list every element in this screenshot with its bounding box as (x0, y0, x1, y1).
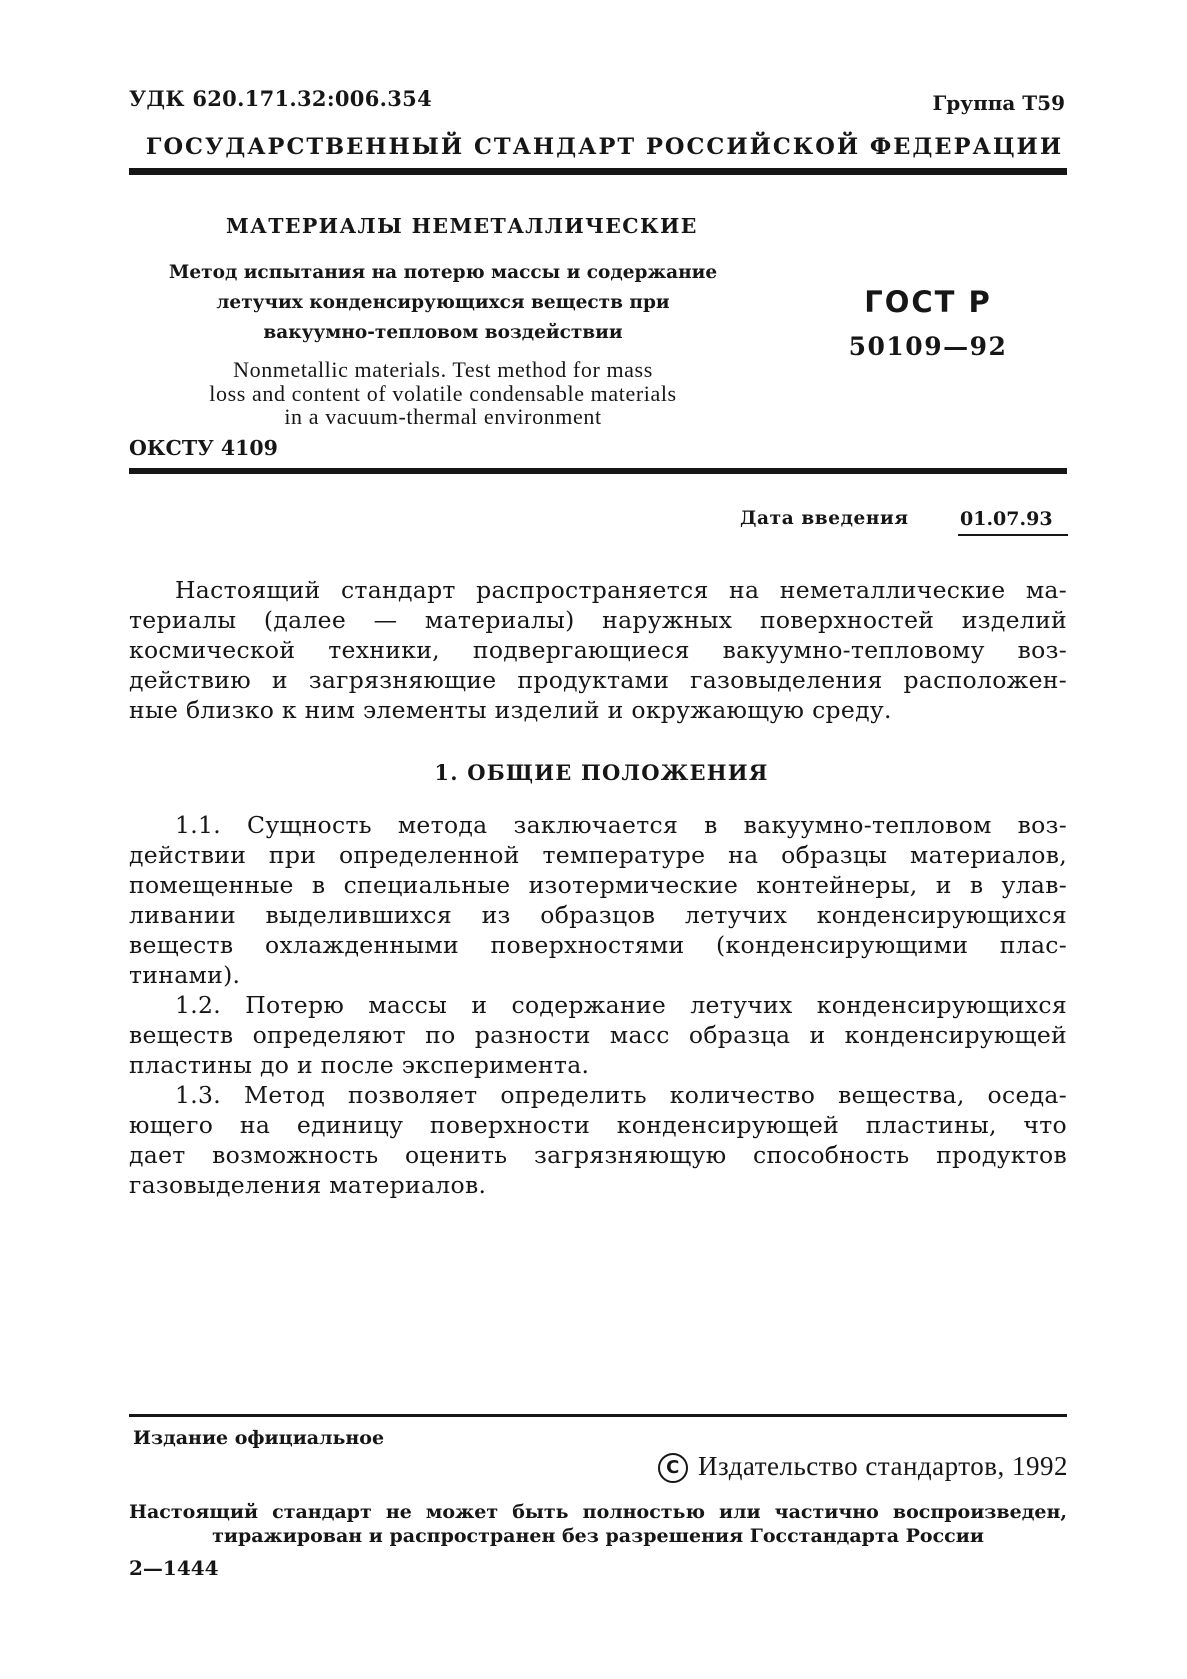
udk-code: УДК 620.171.32:006.354 (129, 86, 432, 111)
paragraph-line: действию и загрязняющие продуктами газовыделения расположен- (129, 666, 1067, 694)
clause-line: дает возможность оценить загрязняющую способность продуктов (129, 1141, 1067, 1169)
clause-line: 1.1. Сущность метода заключается в вакуумно-тепловом воз- (175, 811, 1067, 839)
footer-rule (129, 1414, 1067, 1417)
subtitle-ru (145, 258, 741, 348)
clause-line: 1.2. Потерю массы и содержание летучих конденсирующихся (175, 991, 1067, 1019)
clause-line: веществ определяют по разности масс образца и конденсирующей (129, 1021, 1067, 1049)
subtitle-ru-line: Метод испытания на потерю массы и содержание (168, 262, 718, 283)
clause-line: помещенные в специальные изотермические контейнеры, и в улав- (129, 871, 1067, 899)
clause-line: веществ охлажденными поверхностями (конденсирующими плас- (129, 931, 1067, 959)
subtitle-en-line: loss and content of volatile condensable materials (209, 380, 677, 406)
subtitle-ru-line: летучих конденсирующихся веществ при (216, 292, 670, 313)
document-title: МАТЕРИАЛЫ НЕМЕТАЛЛИЧЕСКИЕ (226, 214, 698, 238)
section-body (129, 810, 1067, 1200)
title-rule (129, 468, 1067, 474)
intro-date-value: 01.07.93 (960, 508, 1053, 530)
clause-line: тинами). (129, 961, 241, 989)
clause-line: пластины до и после эксперимента. (129, 1051, 590, 1079)
clause-line: газовыделения материалов. (129, 1171, 487, 1199)
intro-date-underline (958, 534, 1068, 536)
header-rule (129, 168, 1067, 175)
clause-line: ливании выделившихся из образцов летучих конденсирующихся (129, 901, 1067, 929)
order-number: 2—1444 (129, 1556, 219, 1580)
gost-number: 50109—92 (848, 332, 1008, 361)
paragraph-line: космической техники, подвергающиеся вакуумно-тепловому воз- (129, 636, 1067, 664)
subtitle-en-line: Nonmetallic materials. Test method for mass (233, 357, 653, 382)
clause-line: ющего на единицу поверхности конденсирующей пластины, что (129, 1111, 1067, 1139)
gost-label: ГОСТ Р (864, 285, 992, 319)
paragraph-line: Настоящий стандарт распространяется на неметаллические ма- (175, 576, 1067, 604)
official-edition: Издание официальное (133, 1427, 385, 1449)
clause-line: 1.3. Метод позволяет определить количество вещества, оседа- (175, 1081, 1067, 1109)
subtitle-ru-line: вакуумно-тепловом воздействии (263, 322, 623, 343)
section-heading: 1. ОБЩИЕ ПОЛОЖЕНИЯ (434, 760, 769, 785)
state-standard-heading: ГОСУДАРСТВЕННЫЙ СТАНДАРТ РОССИЙСКОЙ ФЕДЕРАЦИИ (145, 134, 1064, 160)
reproduction-notice (129, 1500, 1067, 1548)
paragraph-line: ные близко к ним элементы изделий и окружающую среду. (129, 696, 892, 724)
subtitle-en (145, 358, 741, 429)
intro-date-label: Дата введения (740, 508, 909, 529)
copyright (658, 1451, 1068, 1483)
group-code: Группа Т59 (932, 91, 1065, 115)
clause-line: действии при определенной температуре на образцы материалов, (129, 841, 1067, 869)
copyright-icon: C (658, 1453, 688, 1483)
copyright-text: Издательство стандартов, 1992 (698, 1451, 1068, 1481)
okstu-code: ОКСТУ 4109 (129, 436, 278, 460)
subtitle-en-line: in a vacuum-thermal environment (284, 404, 602, 429)
intro-paragraph (129, 575, 1067, 725)
paragraph-line: териалы (далее — материалы) наружных поверхностей изделий (129, 606, 1067, 634)
notice-line: Настоящий стандарт не может быть полностью или частично воспроизведен, (129, 1501, 1067, 1523)
notice-line: тиражирован и распространен без разрешения Госстандарта России (212, 1525, 984, 1547)
